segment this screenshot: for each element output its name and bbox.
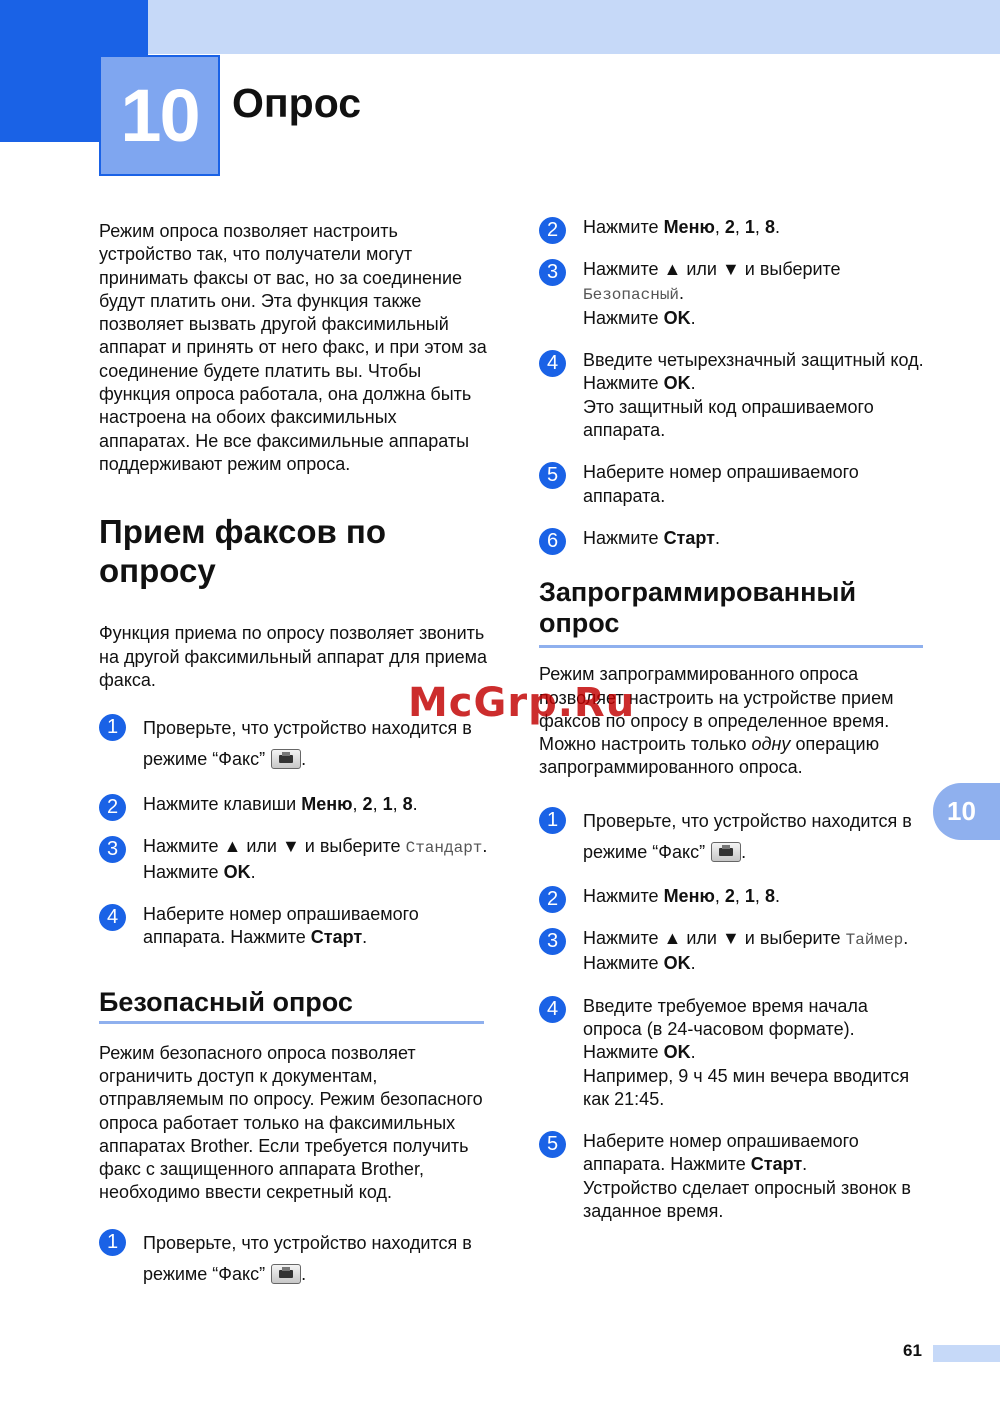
step-text: Нажмите [583,953,659,974]
secure-step-2 [539,216,929,239]
step-text: Нажмите [583,527,659,548]
punctuation: . [362,927,368,948]
punctuation: , [714,885,720,906]
left-column [99,220,489,1290]
key-1: 1 [382,794,393,815]
step-text: Нажмите [583,1042,659,1063]
step-text: Нажмите ▲ или ▼ и выберите [583,928,841,949]
punctuation: . [679,282,685,303]
lcd-option: Стандарт [405,839,483,858]
step-number-icon: 1 [99,714,126,741]
punctuation: , [754,217,760,237]
paragraph-text: операцию запрограммированного опроса. [539,734,880,778]
scheduled-step-4 [539,995,929,1111]
punctuation: , [714,217,720,237]
step-text: Введите требуемое время начала опроса (в 24-часовом формате). [583,995,868,1039]
key-8: 8 [402,794,413,815]
fax-mode-icon [271,749,301,769]
punctuation: . [774,217,780,237]
step-number-icon: 5 [539,462,566,489]
step-number-icon: 3 [99,836,126,863]
key-2: 2 [362,794,373,815]
punctuation: , [352,794,358,815]
step-text: Нажмите ▲ или ▼ и выберите [143,836,401,857]
step-number-icon: 1 [539,807,566,834]
secure-step-1 [99,1228,489,1290]
lcd-option: Таймер [845,931,904,950]
punctuation: . [250,861,256,882]
page-number: 61 [903,1341,922,1360]
chapter-number: 10 [120,74,199,157]
step-text: Нажмите [143,861,219,882]
step-text: Нажмите ▲ или ▼ и выберите [583,259,841,280]
secure-step-6 [539,527,929,550]
key-8: 8 [764,885,775,906]
secure-heading: Безопасный опрос [99,986,353,1017]
punctuation: . [741,841,747,862]
receive-paragraph: Функция приема по опросу позволяет звонить на другой факсимильный аппарат для приема факса. [99,623,488,690]
punctuation: . [301,749,307,770]
step-text: Проверьте, что устройство находится в режиме “Факс” [143,718,472,770]
scheduled-step-1 [539,806,929,868]
intro-paragraph: Режим опроса позволяет настроить устройство так, что получатели могут принимать факсы от вас, но за соединение будут платить они. Эта функция также позволяет вызвать другой факсимильный аппарат и принять от него факс, и при этом за соединение будете платить вы. Чтобы функция опроса работала, она должна быть настроена на обоих факсимильных аппаратах. Не все факсимильные аппараты поддерживают режим опроса. [99,221,487,474]
lcd-option: Безопасный [583,285,680,304]
key-menu: Меню [663,217,715,237]
header-band-light [148,0,1000,54]
step-number-icon: 4 [99,904,126,931]
key-ok: OK [663,953,691,974]
step-text: Нажмите клавиши [143,794,297,815]
punctuation: . [690,373,696,394]
step-text: Нажмите [583,885,659,906]
punctuation: , [734,217,740,237]
step-text: Наберите номер опрашиваемого аппарата. Нажмите [583,1131,859,1175]
scheduled-step-5 [539,1130,929,1223]
key-1: 1 [744,885,755,906]
key-2: 2 [724,885,735,906]
punctuation: . [301,1263,307,1284]
chapter-title: Опрос [232,80,362,126]
emphasis: одну [751,734,791,755]
step-number-icon: 3 [539,928,566,955]
punctuation: . [774,885,780,906]
punctuation: , [392,794,398,815]
key-2: 2 [724,217,735,237]
step-text: Введите четырехзначный защитный код. [583,350,924,371]
step-note: Устройство сделает опросный звонок в заданное время. [583,1177,911,1222]
receive-step-3 [99,835,489,884]
key-ok: OK [663,307,691,328]
scheduled-heading: Запрограммированный опрос [539,577,857,639]
step-number-icon: 2 [539,886,566,913]
receive-steps [99,713,489,949]
receive-heading: Прием факсов по опросу [99,513,387,590]
receive-step-4 [99,903,489,950]
key-start: Старт [750,1154,803,1175]
punctuation: , [754,885,760,906]
key-ok: OK [223,861,251,882]
punctuation: . [690,1042,696,1063]
side-tab-number: 10 [947,796,976,826]
step-number-icon: 2 [99,794,126,821]
step-number-icon: 4 [539,350,566,377]
punctuation: , [372,794,378,815]
step-number-icon: 6 [539,528,566,555]
punctuation: . [412,794,418,815]
step-text: Проверьте, что устройство находится в режиме “Факс” [143,1232,472,1284]
chapter-number-box [99,55,220,176]
step-text: Наберите номер опрашиваемого аппарата. Нажмите [143,904,419,948]
scheduled-step-3 [539,927,929,976]
key-start: Старт [663,527,715,548]
secure-step-5 [539,461,929,508]
step-text: Наберите номер опрашиваемого аппарата. [583,462,859,506]
secure-heading-rule [99,1021,484,1024]
punctuation: . [690,953,696,974]
key-8: 8 [764,217,775,237]
scheduled-heading-rule [539,645,923,648]
punctuation: . [903,928,909,949]
secure-step-3 [539,258,929,330]
fax-mode-icon [711,842,741,862]
key-menu: Меню [663,885,715,906]
step-number-icon: 2 [539,217,566,244]
secure-step-4 [539,349,929,442]
step-number-icon: 1 [99,1229,126,1256]
key-1: 1 [744,217,755,237]
fax-mode-icon [271,1264,301,1284]
punctuation: , [734,885,740,906]
step-number-icon: 5 [539,1131,566,1158]
punctuation: . [482,836,488,857]
punctuation: . [690,307,696,328]
key-ok: OK [663,373,691,394]
punctuation: . [714,527,720,548]
key-start: Старт [310,927,363,948]
step-note: Это защитный код опрашиваемого аппарата. [583,396,874,441]
chapter-side-tab [933,783,1000,840]
key-menu: Меню [301,794,353,815]
step-text: Проверьте, что устройство находится в режиме “Факс” [583,810,912,862]
paragraph-text: Режим запрограммированного опроса позволяет настроить на устройстве прием факсов по опросу в определенное время. Можно настроить только [539,664,894,755]
step-number-icon: 4 [539,996,566,1023]
watermark: McGrp.Ru [408,680,636,726]
step-text: Нажмите [583,373,659,394]
scheduled-step-2 [539,885,929,908]
receive-step-2 [99,793,489,819]
step-note: Например, 9 ч 45 мин вечера вводится как 21:45. [583,1065,910,1109]
punctuation: . [802,1154,808,1175]
secure-paragraph: Режим безопасного опроса позволяет ограничить доступ к документам, отправляемым по опросу. Режим безопасного опроса работает только на факсимильных аппаратах Brother. Если требуется получить факс с защищенного аппарата Brother, необходимо ввести секретный код. [99,1042,483,1203]
step-text: Нажмите [583,217,659,237]
page-number-bar [933,1345,1000,1362]
step-number-icon: 3 [539,259,566,286]
key-ok: OK [663,1042,691,1063]
step-text: Нажмите [583,307,659,328]
